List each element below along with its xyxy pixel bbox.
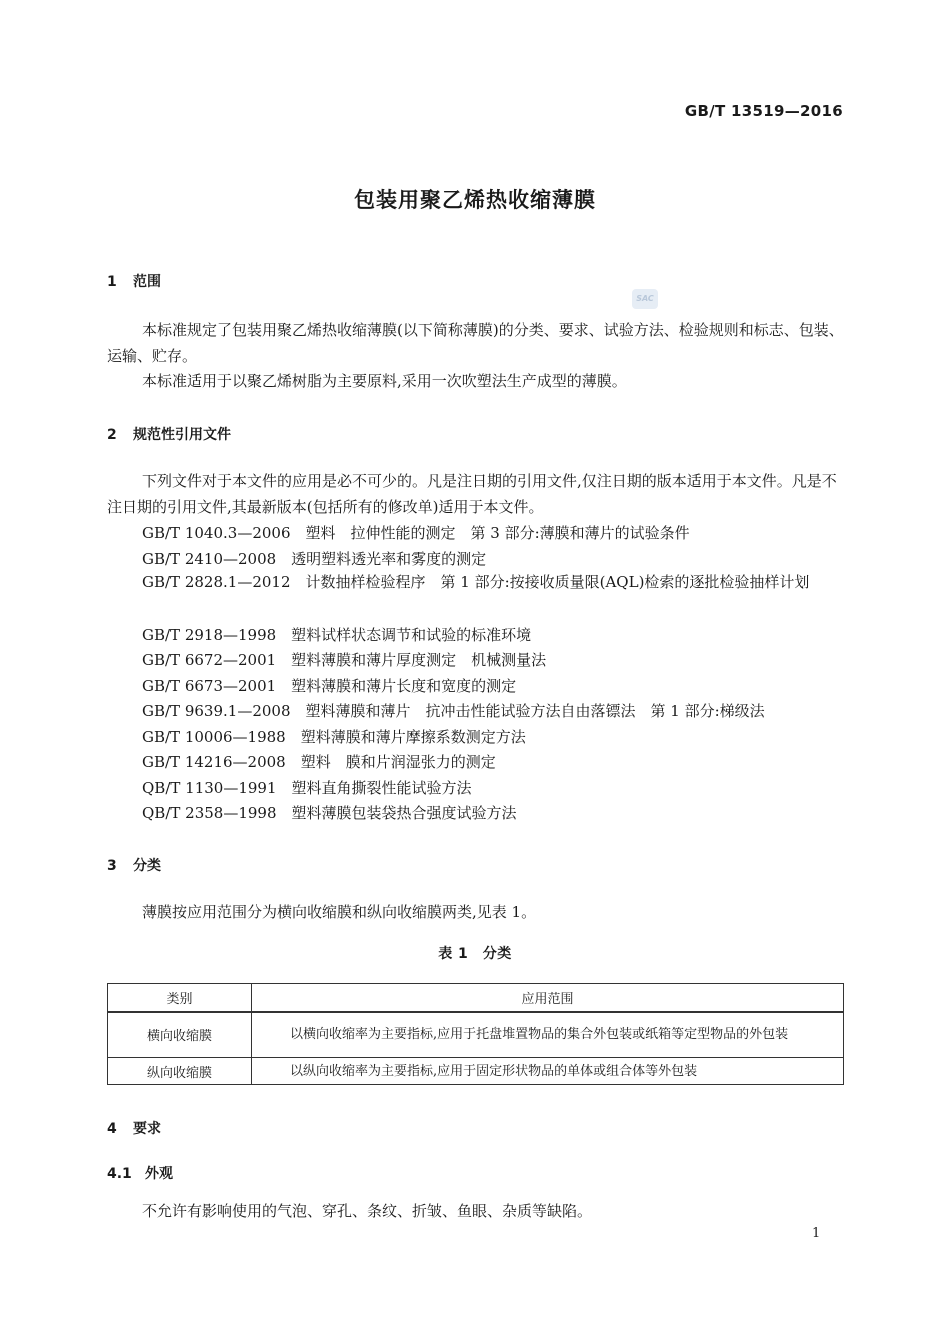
section-4-heading [107,1118,161,1138]
reference-item: GB/T 2410—2008 透明塑料透光率和雾度的测定 [142,550,487,568]
sac-watermark-logo: SAC [632,289,658,309]
table-row [108,1012,844,1058]
reference-item: GB/T 6673—2001 塑料薄膜和薄片长度和宽度的测定 [142,677,517,695]
section-1-paragraph-1: 本标准规定了包装用聚乙烯热收缩薄膜(以下简称薄膜)的分类、要求、试验方法、检验规则和标志、包装、运输、贮存。 [107,321,844,365]
document-title: 包装用聚乙烯热收缩薄膜 [354,188,596,212]
section-title: 范围 [133,274,161,290]
subsection-4-1-paragraph: 不允许有影响使用的气泡、穿孔、条纹、折皱、鱼眼、杂质等缺陷。 [142,1202,593,1220]
section-number: 1 [107,274,117,290]
table-header-cell: 类别 [108,984,252,1012]
table-cell-category: 纵向收缩膜 [108,1058,252,1085]
page-number: 1 [812,1226,821,1241]
section-number: 4.1 [107,1166,132,1182]
reference-item: GB/T 1040.3—2006 塑料 拉伸性能的测定 第 3 部分:薄膜和薄片的试验条件 [142,524,690,542]
section-3-paragraph-1: 薄膜按应用范围分为横向收缩膜和纵向收缩膜两类,见表 1。 [142,903,537,921]
reference-item: GB/T 6672—2001 塑料薄膜和薄片厚度测定 机械测量法 [142,651,547,669]
section-number: 4 [107,1121,117,1137]
table-caption: 表 1 分类 [438,946,512,962]
section-number: 3 [107,858,117,874]
section-number: 2 [107,427,117,443]
table-cell-text: 以纵向收缩率为主要指标,应用于固定形状物品的单体或组合体等外包装 [290,1063,698,1079]
table-header-cell: 应用范围 [252,984,844,1012]
section-3-heading [107,855,161,875]
reference-item: GB/T 10006—1988 塑料薄膜和薄片摩擦系数测定方法 [142,728,526,746]
reference-item: GB/T 2828.1—2012 计数抽样检验程序 第 1 部分:按接收质量限(AQL)检索的逐批检验抽样计划 [142,573,810,591]
table-cell-category: 横向收缩膜 [108,1012,252,1058]
reference-item: GB/T 14216—2008 塑料 膜和片润湿张力的测定 [142,753,496,771]
section-title: 要求 [133,1121,161,1137]
standard-number: GB/T 13519—2016 [684,102,843,120]
section-title: 外观 [145,1166,173,1182]
table-cell-application [252,1058,844,1085]
section-title: 规范性引用文件 [133,427,231,443]
classification-table [107,983,844,1085]
section-1-paragraph-2: 本标准适用于以聚乙烯树脂为主要原料,采用一次吹塑法生产成型的薄膜。 [142,372,627,390]
table-row [108,1058,844,1085]
reference-item: GB/T 9639.1—2008 塑料薄膜和薄片 抗冲击性能试验方法自由落镖法 第 1 部分:梯级法 [142,702,765,720]
table-header-row [108,984,844,1012]
section-1-heading [107,271,161,291]
section-2-heading [107,424,231,444]
table-cell-application [252,1012,844,1058]
section-title: 分类 [133,858,161,874]
section-2-intro: 下列文件对于本文件的应用是必不可少的。凡是注日期的引用文件,仅注日期的版本适用于本文件。凡是不注日期的引用文件,其最新版本(包括所有的修改单)适用于本文件。 [107,472,837,516]
subsection-4-1-heading [107,1163,173,1183]
table-cell-text: 以横向收缩率为主要指标,应用于托盘堆置物品的集合外包装或纸箱等定型物品的外包装 [290,1027,789,1043]
reference-item: QB/T 2358—1998 塑料薄膜包装袋热合强度试验方法 [142,804,517,822]
reference-item: QB/T 1130—1991 塑料直角撕裂性能试验方法 [142,779,472,797]
reference-item: GB/T 2918—1998 塑料试样状态调节和试验的标准环境 [142,626,532,644]
